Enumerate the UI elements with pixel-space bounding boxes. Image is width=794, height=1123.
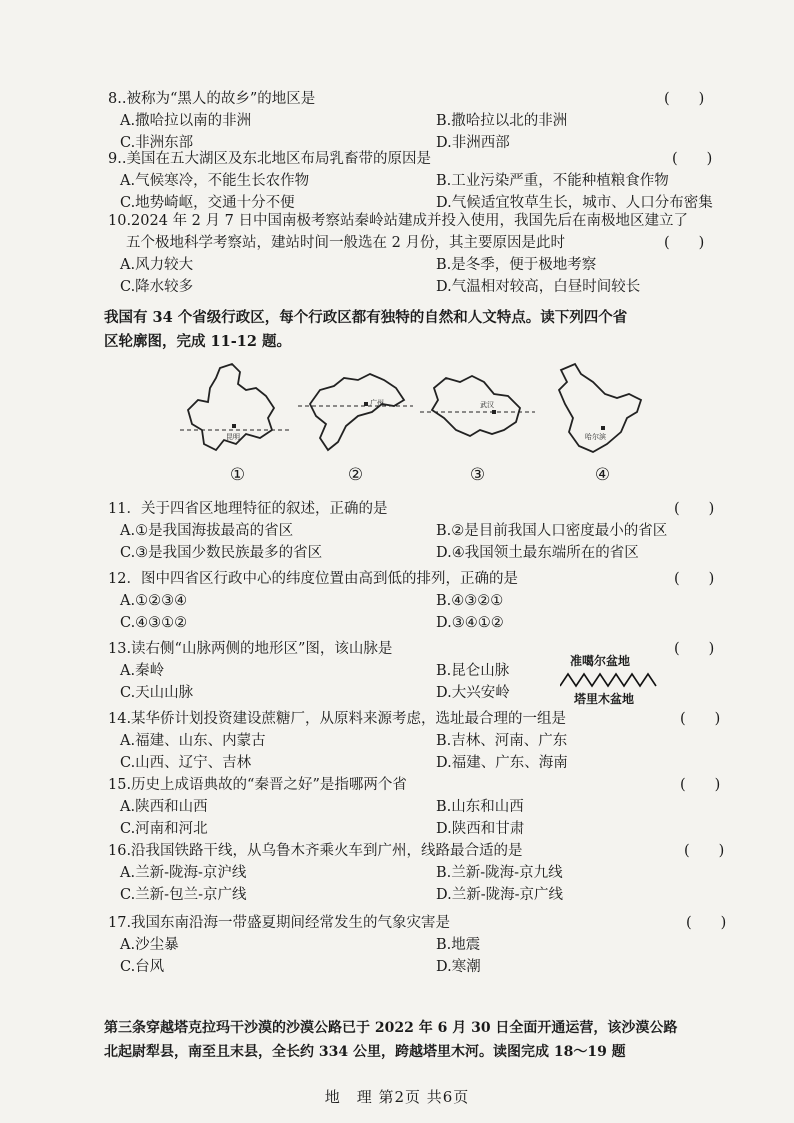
option-c: C.天山山脉: [120, 685, 194, 701]
basin-label-south: 塔里木盆地: [574, 692, 635, 706]
map-label: ②: [347, 465, 364, 485]
city-label: 武汉: [480, 401, 494, 409]
page-footer: 地 理 第2页 共6页: [324, 1088, 470, 1106]
map-label: ③: [469, 465, 486, 485]
question-12: [108, 568, 748, 634]
option-b: B.吉林、河南、广东: [436, 733, 568, 749]
mountain-terrain-figure: [560, 652, 670, 708]
answer-paren[interactable]: ( ): [664, 235, 705, 251]
option-b: B.地震: [436, 937, 481, 953]
hubei-outline: [420, 360, 535, 460]
intro-line: 第三条穿越塔克拉玛干沙漠的沙漠公路已于 2022 年 6 月 30 日全面开通运营，该沙漠公路: [104, 1020, 678, 1036]
map-heilongjiang: [545, 360, 660, 485]
question-stem-continued: 五个极地科学考察站，建站时间一般选在 2 月份，其主要原因是此时: [126, 235, 565, 251]
question-15: [108, 774, 748, 840]
option-d: D.寒潮: [436, 959, 481, 975]
map-label: ①: [229, 465, 246, 485]
question-stem: 8..被称为“黑人的故乡”的地区是: [108, 91, 316, 107]
city-label: 哈尔滨: [585, 433, 606, 441]
heilongjiang-outline: [545, 360, 660, 460]
answer-paren[interactable]: ( ): [684, 843, 725, 859]
answer-paren[interactable]: ( ): [686, 915, 727, 931]
option-d: D.福建、广东、海南: [436, 755, 568, 771]
option-d: D.非洲西部: [436, 135, 510, 151]
option-b: B.兰新-陇海-京九线: [436, 865, 563, 881]
option-a: A.①②③④: [120, 593, 188, 609]
question-8: [108, 88, 748, 154]
intro-provinces: [104, 306, 756, 354]
question-17: [108, 912, 748, 978]
answer-paren[interactable]: ( ): [674, 571, 715, 587]
option-a: A.兰新-陇海-京沪线: [120, 865, 247, 881]
option-d: D.大兴安岭: [436, 685, 510, 701]
option-a: A.风力较大: [120, 257, 194, 273]
guangdong-outline: [298, 360, 413, 460]
question-10: [108, 210, 748, 298]
option-a: A.秦岭: [120, 663, 165, 679]
intro-line: 我国有 34 个省级行政区，每个行政区都有独特的自然和人文特点。读下列四个省: [104, 309, 628, 326]
option-d: D.兰新-陇海-京广线: [436, 887, 564, 903]
question-16: [108, 840, 748, 906]
option-b: B.昆仑山脉: [436, 663, 510, 679]
intro-line: 区轮廓图，完成 11-12 题。: [104, 333, 291, 350]
question-stem: 17.我国东南沿海一带盛夏期间经常发生的气象灾害是: [108, 915, 451, 931]
option-b: B.②是目前我国人口密度最小的省区: [436, 523, 668, 539]
option-c: C.③是我国少数民族最多的省区: [120, 545, 323, 561]
yunnan-outline: [180, 360, 295, 460]
option-c: C.河南和河北: [120, 821, 208, 837]
question-9: [108, 148, 748, 214]
answer-paren[interactable]: ( ): [680, 711, 721, 727]
map-guangdong: [298, 360, 413, 485]
option-a: A.撒哈拉以南的非洲: [120, 113, 252, 129]
option-c: C.地势崎岖，交通十分不便: [120, 195, 295, 211]
question-14: [108, 708, 748, 774]
question-stem: 12．图中四省区行政中心的纬度位置由高到低的排列，正确的是: [108, 571, 518, 587]
answer-paren[interactable]: ( ): [674, 641, 715, 657]
intro-line: 北起尉犁县，南至且末县，全长约 334 公里，跨越塔里木河。读图完成 18～19 题: [104, 1044, 626, 1060]
option-b: B.是冬季，便于极地考察: [436, 257, 597, 273]
option-b: B.④③②①: [436, 593, 504, 609]
option-c: C.④③①②: [120, 615, 188, 631]
question-stem: 16.沿我国铁路干线，从乌鲁木齐乘火车到广州，线路最合适的是: [108, 843, 523, 859]
map-hubei: [420, 360, 535, 485]
option-c: C.非洲东部: [120, 135, 194, 151]
option-c: C.山西、辽宁、吉林: [120, 755, 252, 771]
basin-label-north: 准噶尔盆地: [570, 654, 631, 668]
answer-paren[interactable]: ( ): [680, 777, 721, 793]
question-stem: 9..美国在五大湖区及东北地区布局乳畜带的原因是: [108, 151, 431, 167]
question-stem: 11．关于四省区地理特征的叙述，正确的是: [108, 501, 388, 517]
mountain-range-icon: [560, 670, 670, 688]
city-label: 广州: [370, 399, 384, 407]
intro-desert-road: [104, 1016, 756, 1064]
map-yunnan: [180, 360, 295, 485]
option-b: B.山东和山西: [436, 799, 524, 815]
option-a: A.①是我国海拔最高的省区: [120, 523, 294, 539]
option-c: C.兰新-包兰-京广线: [120, 887, 247, 903]
option-c: C.台风: [120, 959, 165, 975]
question-11: [108, 498, 748, 564]
option-b: B.工业污染严重，不能种植粮食作物: [436, 173, 669, 189]
question-stem: 10.2024 年 2 月 7 日中国南极考察站秦岭站建成并投入使用，我国先后在南极地区建立了: [108, 213, 688, 229]
city-label: 昆明: [226, 433, 240, 441]
map-label: ④: [594, 465, 611, 485]
option-a: A.陕西和山西: [120, 799, 208, 815]
question-stem: 14.某华侨计划投资建设蔗糖厂，从原料来源考虑，选址最合理的一组是: [108, 711, 567, 727]
option-d: D.陕西和甘肃: [436, 821, 525, 837]
option-a: A.气候寒冷，不能生长农作物: [120, 173, 310, 189]
option-d: D.④我国领土最东端所在的省区: [436, 545, 639, 561]
answer-paren[interactable]: ( ): [672, 151, 713, 167]
question-stem: 15.历史上成语典故的“秦晋之好”是指哪两个省: [108, 777, 407, 793]
answer-paren[interactable]: ( ): [664, 91, 705, 107]
question-stem: 13.读右侧“山脉两侧的地形区”图，该山脉是: [108, 641, 393, 657]
option-d: D.气温相对较高，白昼时间较长: [436, 279, 641, 295]
option-a: A.沙尘暴: [120, 937, 179, 953]
option-b: B.撒哈拉以北的非洲: [436, 113, 568, 129]
option-d: D.③④①②: [436, 615, 504, 631]
option-c: C.降水较多: [120, 279, 194, 295]
option-a: A.福建、山东、内蒙古: [120, 733, 266, 749]
option-d: D.气候适宜牧草生长，城市、人口分布密集: [436, 195, 713, 211]
province-outline-maps: [180, 360, 660, 485]
answer-paren[interactable]: ( ): [674, 501, 715, 517]
